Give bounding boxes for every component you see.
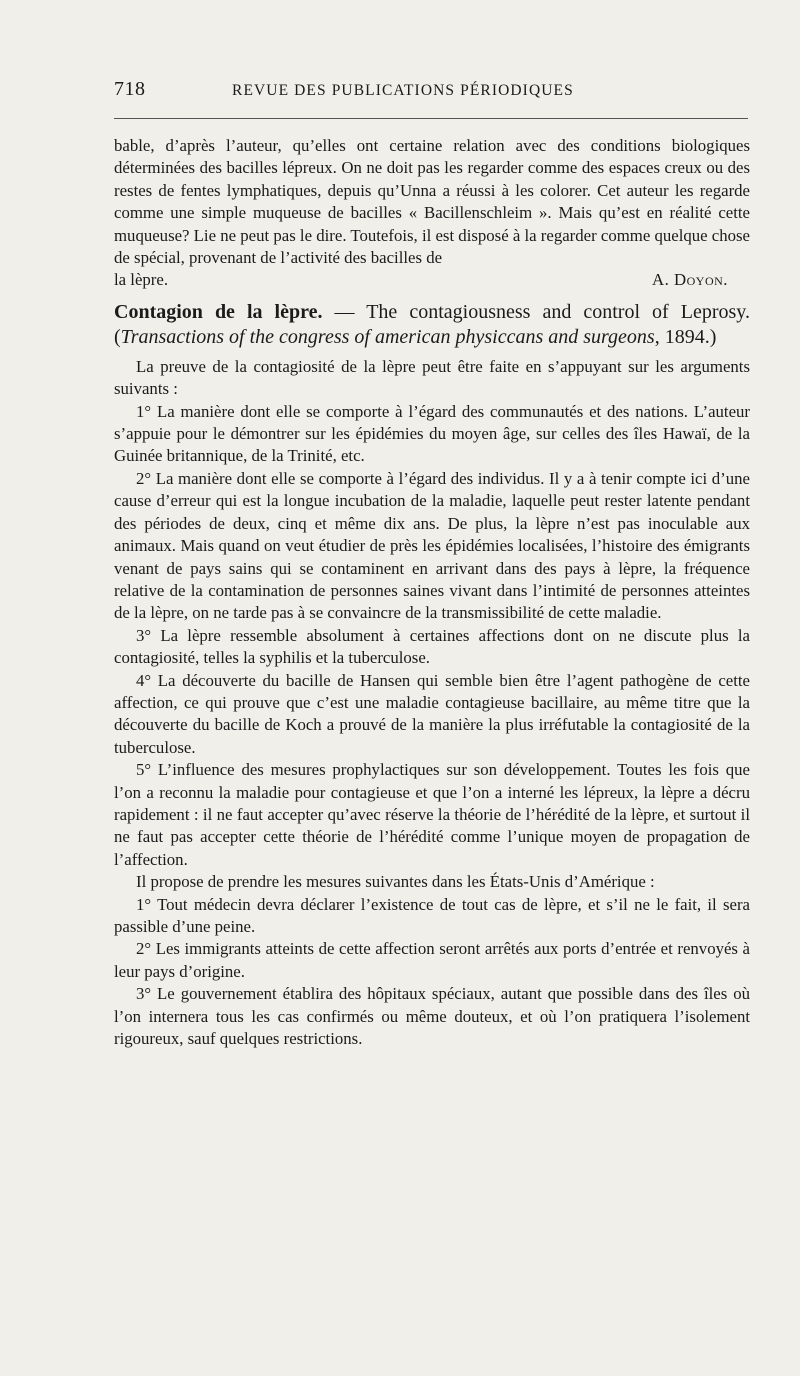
article-heading: Contagion de la lèpre. [114, 300, 323, 323]
paragraph-mesure-3: 3° Le gouvernement établira des hôpitaux spéciaux, autant que possible dans des îles où l’on internera tous les cas confirmés ou même douteux, et où l’on pratiquera l’isolement rigoureux, sauf quelques restrictions. [114, 984, 750, 1049]
source-year: , 1894.) [654, 325, 717, 348]
intro-last-line: la lèpre. [114, 270, 169, 290]
author-signature: A. Doyon. [652, 270, 728, 290]
source-open: ( [114, 325, 121, 348]
paragraph-argument-2: 2° La manière dont elle se comporte à l’égard des individus. Il y a à tenir compte ici d’une cause d’erreur qui est la longue incubation de la maladie, laquelle peut rester latente pendant des périodes de deux, cinq et même dix ans. De plus, la lèpre n’est pas inoculable aux animaux. Mais quand on veut étudier de près les épidémies localisées, l’histoire des émigrants venant de pays sains qui se contaminent en arrivant dans des pays à lèpre, la fréquence relative de la contamination de personnes saines vivant dans l’intimité de personnes atteintes de la lèpre, on ne tarde pas à se convaincre de la transmissibilité de cette maladie. [114, 468, 750, 623]
paragraph-mesure-2: 2° Les immigrants atteints de cette affection seront arrêtés aux ports d’entrée et renvoyés à leur pays d’origine. [114, 939, 750, 981]
intro-paragraph [114, 135, 750, 269]
english-title: The contagiousness and control of Leprosy. [366, 300, 750, 323]
title-dash: — [322, 300, 367, 323]
paragraph-argument-3: 3° La lèpre ressemble absolument à certaines affections dont on ne discute plus la contagiosité, telles la syphilis et la tuberculose. [114, 625, 750, 668]
paragraph-argument-1: 1° La manière dont elle se comporte à l’égard des communautés et des nations. L’auteur s’appuie pour le démontrer sur les épidémies du moyen âge, sur celles des îles Hawaï, de la Guinée britannique, de la Trinité, etc. [114, 401, 750, 466]
paragraph-mesure-1: 1° Tout médecin devra déclarer l’existence de tout cas de lèpre, et s’il ne le fait, il sera passible d’une peine. [114, 894, 750, 936]
paragraph-mesures-intro: Il propose de prendre les mesures suivantes dans les États-Unis d’Amérique : [136, 872, 655, 892]
source-citation: Transactions of the congress of american physiccans and surgeons [120, 325, 655, 348]
page-header [114, 78, 750, 110]
page-number: 718 [114, 78, 146, 100]
page-body [114, 135, 750, 1050]
article-title [114, 300, 750, 350]
paragraph-argument-4: 4° La découverte du bacille de Hansen qui semble bien être l’agent pathogène de cette affection, ce qui prouve que c’est une maladie contagieuse bacillaire, au même titre que la découverte du bacille de Koch a prouvé de la manière la plus irréfutable la contagiosité de la tuberculose. [114, 670, 750, 757]
paragraph-argument-5: 5° L’influence des mesures prophylactiques sur son développement. Toutes les fois que l’on a reconnu la maladie pour contagieuse et que l’on a interné les lépreux, la lèpre a décru rapidement : il ne faut accepter qu’avec réserve la théorie de l’hérédité de la lèpre, et surtout il ne faut pas accepter cette théorie de l’hérédité comme l’unique moyen de propagation de l’affection. [114, 760, 750, 869]
intro-text: bable, d’après l’auteur, qu’elles ont certaine relation avec des conditions biologiques déterminées des bacilles lépreux. On ne doit pas les regarder comme des espaces creux ou des restes de fentes lymphatiques, depuis qu’Unna a réussi à les colorer. Cet auteur les regarde comme une simple muqueuse de bacilles « Bacillenschleim ». Mais qu’est en réalité cette muqueuse? Lie ne peut pas le dire. Toutefois, il est disposé à la regarder comme quelque chose de spécial, provenant de l’activité des bacilles de [114, 136, 750, 268]
intro-signature-line [114, 269, 750, 291]
header-rule [114, 118, 748, 119]
running-title: REVUE DES PUBLICATIONS PÉRIODIQUES [232, 82, 574, 99]
paragraph-preuve: La preuve de la contagiosité de la lèpre peut être faite en s’appuyant sur les arguments suivants : [114, 356, 750, 399]
